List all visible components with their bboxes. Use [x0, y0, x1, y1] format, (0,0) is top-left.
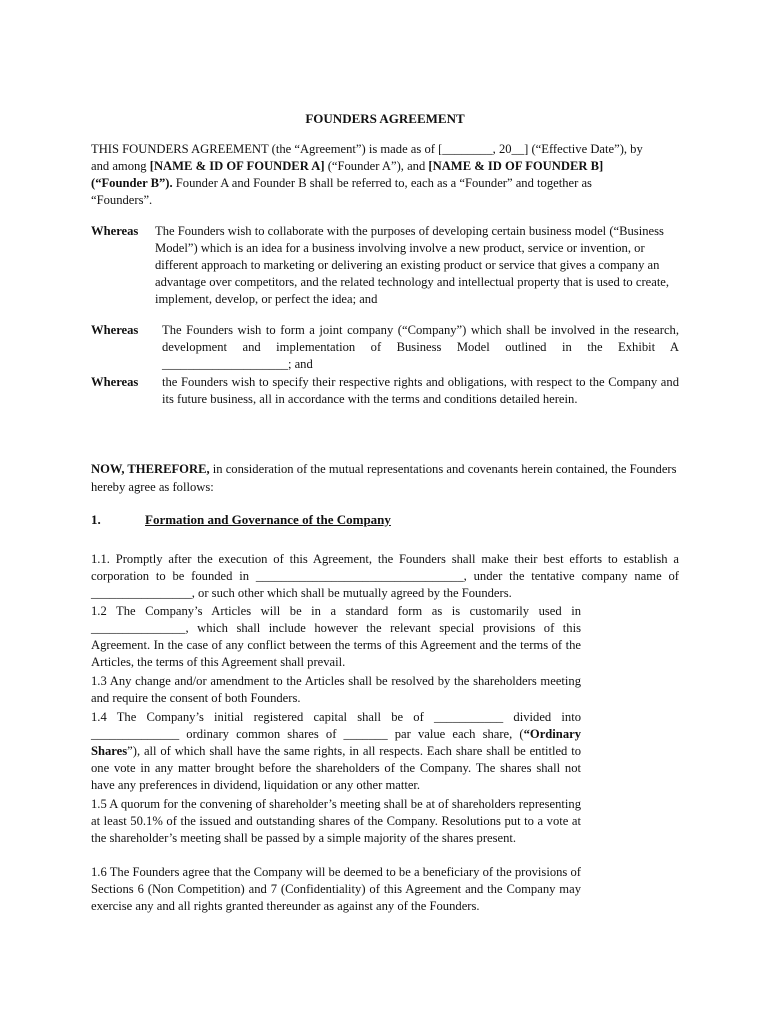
clause-1-1: 1.1. Promptly after the execution of this Agreement, the Founders shall make their best efforts to establish a corporation to be founded in _________________________________, under the tentative company name of ________________, or such other which shall be mutually agreed by the Founders. — [91, 552, 679, 600]
ordinary-shares-term: “Ordinary Shares — [91, 727, 581, 758]
whereas-label: Whereas — [91, 224, 139, 238]
founder-b-placeholder: [NAME & ID OF FOUNDER B] (“Founder B”). — [91, 159, 604, 190]
intro-text-2: (“Founder A”), and — [324, 159, 429, 173]
clause-1-2: 1.2 The Company’s Articles will be in a standard form as is customarily used in _______________, which shall include however the relevant special provisions of this Agreement. In the case of any conflict between the terms of this Agreement and the terms of the Articles, the terms of this Agreement shall prevail. — [91, 604, 581, 669]
whereas-text: the Founders wish to specify their respective rights and obligations, with respect to the Company and its future business, all in accordance with the terms and conditions detailed herein. — [162, 375, 679, 406]
now-therefore-paragraph — [91, 460, 681, 496]
section-number: 1. — [91, 512, 101, 527]
clause-1-4-text-1: 1.4 The Company’s initial registered capital shall be of ___________ divided into ______________ ordinary common shares of _______ par value each share, ( — [91, 710, 581, 741]
founder-a-placeholder: [NAME & ID OF FOUNDER A] — [149, 159, 325, 173]
clause-1-3: 1.3 Any change and/or amendment to the Articles shall be resolved by the shareholders meeting and require the consent of both Founders. — [91, 674, 581, 705]
clause-1-6: 1.6 The Founders agree that the Company will be deemed to be a beneficiary of the provisions of Sections 6 (Non Competition) and 7 (Confidentiality) of this Agreement and the Company may exercise any and all rights granted thereunder as against any of the Founders. — [91, 865, 581, 913]
whereas-label: Whereas — [91, 323, 139, 337]
section-title: Formation and Governance of the Company — [145, 512, 391, 527]
whereas-text: The Founders wish to form a joint company (“Company”) which shall be involved in the research, development and implementation of Business Model outlined in the Exhibit A ____________________; and — [162, 323, 679, 371]
clause-1-4-text-2: ”), all of which shall have the same rights, in all respects. Each share shall be entitled to one vote in any matter brought before the shareholders of the Company. The shares shall not have any preferences in dividend, liquidation or any other matter. — [91, 744, 581, 792]
document-title: FOUNDERS AGREEMENT — [305, 111, 465, 126]
clause-1-5: 1.5 A quorum for the convening of shareholder’s meeting shall be at of shareholders representing at least 50.1% of the issued and outstanding shares of the Company. Resolutions put to a vote at the shareholder’s meeting shall be passed by a simple majority of the shares present. — [91, 797, 581, 845]
now-therefore-heading: NOW, THEREFORE, — [91, 462, 210, 476]
intro-text-1: THIS FOUNDERS AGREEMENT (the “Agreement”) is made as of [________, 20__] (“Effective Date”), by and among — [91, 142, 643, 173]
whereas-text: The Founders wish to collaborate with the purposes of developing certain business model (“Business Model”) which is an idea for a business involving involve a new product, service or invention, or different approach to marketing or delivering an existing product or service that gives a company an advantage over competitors, and the related technology and intellectual property that is used to create, implement, develop, or perfect the idea; and — [155, 224, 670, 306]
now-therefore-text: in consideration of the mutual representations and covenants herein contained, the Founders hereby agree as follows: — [91, 462, 677, 494]
intro-text-3: Founder A and Founder B shall be referred to, each as a “Founder” and together as “Founders”. — [91, 176, 592, 207]
whereas-label: Whereas — [91, 375, 139, 389]
intro-paragraph — [91, 141, 651, 209]
clause-1-4 — [91, 709, 581, 794]
